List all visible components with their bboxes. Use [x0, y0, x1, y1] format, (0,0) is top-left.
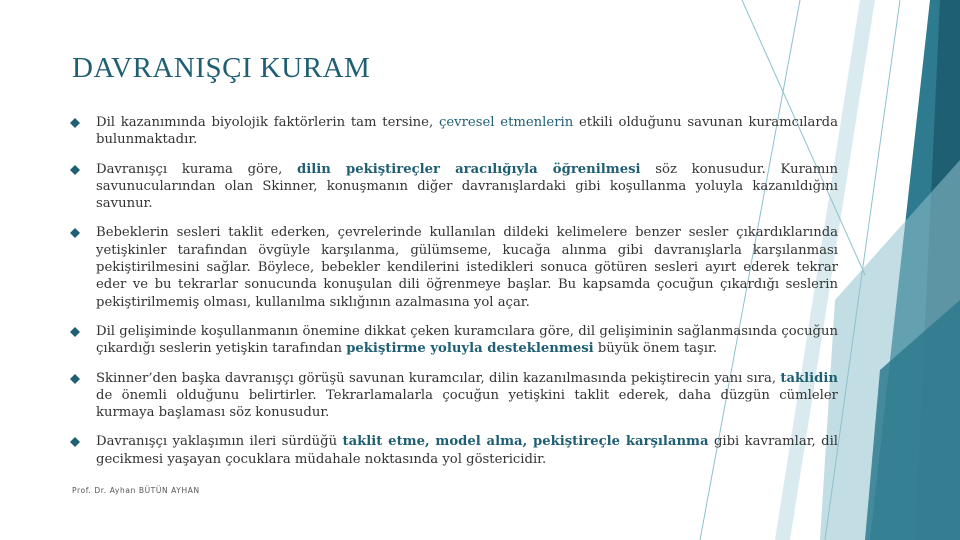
slide-title: DAVRANIŞÇI KURAM: [72, 52, 371, 84]
diamond-icon: [70, 118, 80, 128]
bullet-highlight: taklit etme, model alma, pekiştireçle karşılanma: [342, 434, 709, 450]
footer-author: Prof. Dr. Ayhan BÜTÜN AYHAN: [72, 486, 200, 495]
bullet-text: de önemli olduğunu belirtirler. Tekrarlamalarla çocuğun yetişkini taklit ederek, daha düzgün cümleler kurmaya başlaması söz konusudur.: [96, 387, 838, 421]
bullet-item: [70, 323, 838, 358]
diamond-icon: [70, 437, 80, 447]
bullet-item: [70, 224, 838, 310]
bullet-item: [70, 114, 838, 149]
bullet-text: gibi kavramlar, dil gecikmesi yaşayan çocuklara müdahale noktasında yol göstericidir.: [96, 434, 839, 467]
bullet-highlight: pekiştirme yoluyla desteklenmesi: [346, 341, 594, 357]
bullet-text: Davranışçı yaklaşımın ileri sürdüğü: [96, 434, 343, 450]
bullet-item: [70, 370, 838, 422]
bullet-text: büyük önem taşır.: [593, 341, 718, 357]
bullet-item: [70, 433, 838, 468]
bullet-text: Bebeklerin sesleri taklit ederken, çevrelerinde kullanılan dildeki kelimelere benzer sesler çıkardıklarında yetişkinler tarafından övgüyle karşılanma, gülümseme, kucağa alınma gibi davranışlarla karşılanması pekiştirilmesini sağlar. Böylece, bebekler kendilerini istedikleri sonuca götüren sesleri ayırt ederek tekrar eder ve bu tekrarlar sonucunda konuşulan dili öğrenmeye başlar. Bu kapsamda çocuğun çıkardığı seslerin pekiştirilmemiş olması, kullanılma sıklığının azalmasına yol açar.: [96, 225, 838, 310]
bullet-text: Dil kazanımında biyolojik faktörlerin tam tersine,: [96, 115, 439, 130]
bullet-list: [70, 114, 838, 480]
diamond-icon: [70, 374, 80, 384]
bullet-text: Dil gelişiminde koşullanmanın önemine dikkat çeken kuramcılara göre, dil gelişiminin sağlanmasında çocuğun çıkardığı seslerin yetişkin tarafından: [96, 323, 838, 357]
bullet-highlight: taklidin: [780, 370, 838, 386]
diamond-icon: [70, 165, 80, 175]
bullet-text: etkili olduğunu savunan kuramcılarda bulunmaktadır.: [96, 115, 838, 148]
bullet-highlight: dilin pekiştireçler aracılığıyla öğrenilmesi: [297, 161, 641, 177]
diamond-icon: [70, 228, 80, 238]
bullet-item: [70, 161, 838, 213]
bullet-text: söz konusudur. Kuramın savunucularından olan Skinner, konuşmanın diğer davranışlardaki gibi koşullanma yoluyla kazanıldığını savunur.: [96, 161, 838, 212]
bullet-text: Skinner’den başka davranışçı görüşü savunan kuramcılar, dilin kazanılmasında pekiştirecin yanı sıra,: [96, 370, 781, 386]
bullet-text: Davranışçı kurama göre,: [96, 161, 298, 177]
diamond-icon: [70, 327, 80, 337]
bullet-highlight: çevresel etmenlerin: [438, 115, 574, 130]
